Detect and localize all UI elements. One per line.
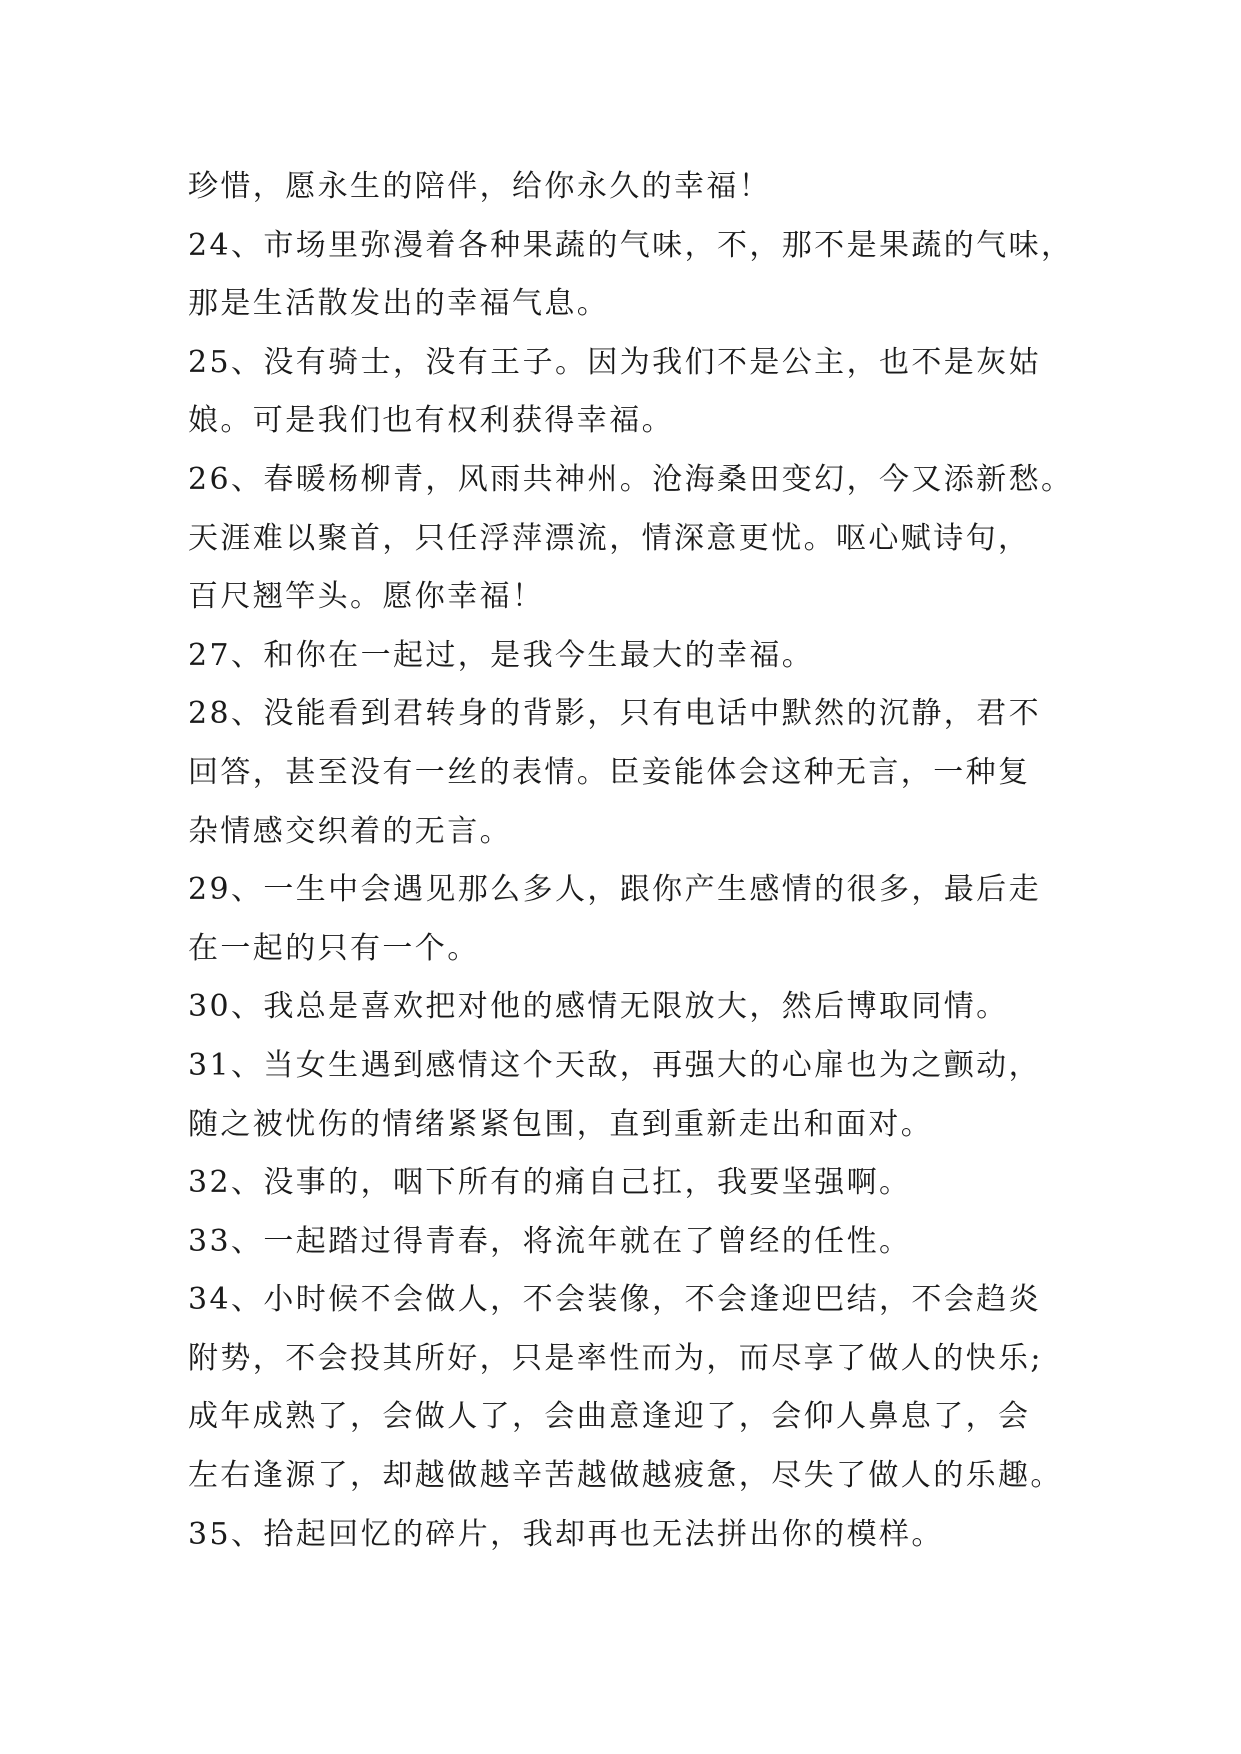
text-line: 27、和你在一起过，是我今生最大的幸福。 xyxy=(188,637,815,673)
text-line: 百尺翘竿头。愿你幸福！ xyxy=(188,579,545,615)
text-line: 成年成熟了，会做人了，会曲意逢迎了，会仰人鼻息了，会 xyxy=(188,1399,1031,1435)
text-line: 珍惜，愿永生的陪伴，给你永久的幸福！ xyxy=(188,169,772,204)
text-line: 左右逢源了，却越做越辛苦越做越疲惫，尽失了做人的乐趣。 xyxy=(188,1458,1063,1494)
text-line: 29、一生中会遇见那么多人，跟你产生感情的很多，最后走 xyxy=(188,872,1041,908)
text-line: 26、春暖杨柳青，风雨共神州。沧海桑田变幻，今又添新愁。 xyxy=(188,461,1074,497)
text-line: 杂情感交织着的无言。 xyxy=(188,813,512,849)
text-line: 31、当女生遇到感情这个天敌，再强大的心扉也为之颤动， xyxy=(188,1047,1041,1083)
text-line: 34、小时候不会做人，不会装像，不会逢迎巴结，不会趋炎 xyxy=(188,1282,1041,1318)
text-line: 随之被忧伤的情绪紧紧包围，直到重新走出和面对。 xyxy=(188,1106,934,1142)
text-line: 那是生活散发出的幸福气息。 xyxy=(188,286,610,322)
text-line: 在一起的只有一个。 xyxy=(188,930,480,966)
text-line: 28、没能看到君转身的背影，只有电话中默然的沉静，君不 xyxy=(188,696,1041,732)
text-line: 附势，不会投其所好，只是率性而为，而尽享了做人的快乐; xyxy=(188,1340,1043,1376)
text-line: 32、没事的，咽下所有的痛自己扛，我要坚强啊。 xyxy=(188,1165,912,1201)
text-line: 回答，甚至没有一丝的表情。臣妾能体会这种无言，一种复 xyxy=(188,754,1031,790)
text-line: 24、市场里弥漫着各种果蔬的气味，不，那不是果蔬的气味， xyxy=(188,227,1074,263)
text-line: 娘。可是我们也有权利获得幸福。 xyxy=(188,403,674,439)
text-line: 35、拾起回忆的碎片，我却再也无法拼出你的模样。 xyxy=(188,1516,944,1552)
text-line: 30、我总是喜欢把对他的感情无限放大，然后博取同情。 xyxy=(188,989,1009,1025)
document-body xyxy=(188,158,1074,1564)
text-line: 天涯难以聚首，只任浮萍漂流，情深意更忧。呕心赋诗句， xyxy=(188,520,1031,556)
text-line: 33、一起踏过得青春，将流年就在了曾经的任性。 xyxy=(188,1223,912,1259)
text-line: 25、没有骑士，没有王子。因为我们不是公主，也不是灰姑 xyxy=(188,344,1041,380)
